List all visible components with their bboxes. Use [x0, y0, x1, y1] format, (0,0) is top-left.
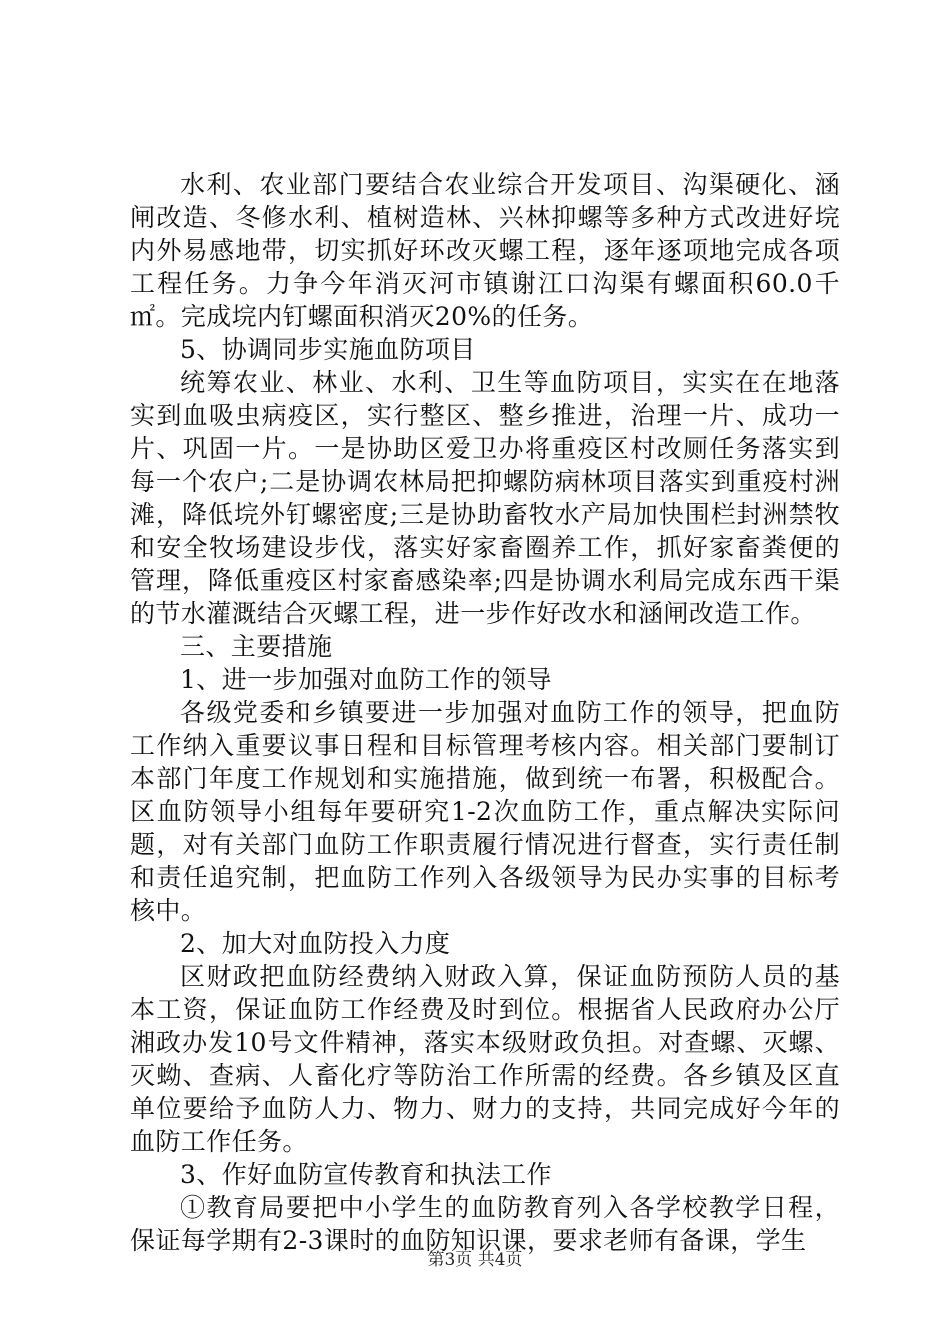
page-number-footer: 第3页 共4页	[427, 1250, 523, 1270]
paragraph-strengthen-leadership: 各级党委和乡镇要进一步加强对血防工作的领导，把血防工作纳入重要议事日程和目标管理考核内容。相关部门要制订本部门年度工作规划和实施措施，做到统一布署，积极配合。区血防领导小组每年要研究1-2次血防工作，重点解决实际问题，对有关部门血防工作职责履行情况进行督查，实行责任制和责任追究制，把血防工作列入各级领导为民办实事的目标考核中。	[130, 698, 840, 925]
heading-main-measures: 三、主要措施	[180, 632, 333, 661]
document-body	[130, 168, 840, 1257]
heading-publicity-education: 3、作好血防宣传教育和执法工作	[180, 1160, 552, 1189]
heading-increase-investment: 2、加大对血防投入力度	[180, 929, 451, 958]
heading-strengthen-leadership: 1、进一步加强对血防工作的领导	[180, 665, 552, 694]
paragraph-environment-snail-control: 水利、农业部门要结合农业综合开发项目、沟渠硬化、涵闸改造、冬修水利、植树造林、兴林抑螺等多种方式改进好垸内外易感地带，切实抓好环改灭螺工程，逐年逐项地完成各项工程任务。力争今年消灭河市镇谢江口沟渠有螺面积60.0千㎡。完成垸内钉螺面积消灭20%的任务。	[130, 170, 840, 331]
paragraph-coordinate-projects: 统筹农业、林业、水利、卫生等血防项目，实实在在地落实到血吸虫病疫区，实行整区、整乡推进，治理一片、成功一片、巩固一片。一是协助区爱卫办将重疫区村改厕任务落实到每一个农户;二是协调农林局把抑螺防病林项目落实到重疫村洲滩，降低垸外钉螺密度;三是协助畜牧水产局加快围栏封洲禁牧和安全牧场建设步伐，落实好家畜圈养工作，抓好家畜粪便的管理，降低重疫区村家畜感染率;四是协调水利局完成东西干渠的节水灌溉结合灭螺工程，进一步作好改水和涵闸改造工作。	[130, 368, 840, 628]
paragraph-increase-investment: 区财政把血防经费纳入财政入算，保证血防预防人员的基本工资，保证血防工作经费及时到位。根据省人民政府办公厅湘政办发10号文件精神，落实本级财政负担。对查螺、灭螺、灭蚴、查病、人畜化疗等防治工作所需的经费。各乡镇及区直单位要给予血防人力、物力、财力的支持，共同完成好今年的血防工作任务。	[130, 962, 840, 1156]
heading-coordinate-projects: 5、协调同步实施血防项目	[180, 335, 476, 364]
paragraph-education-bureau: ①教育局要把中小学生的血防教育列入各学校教学日程，保证每学期有2-3课时的血防知识课，要求老师有备课，学生	[130, 1193, 840, 1255]
